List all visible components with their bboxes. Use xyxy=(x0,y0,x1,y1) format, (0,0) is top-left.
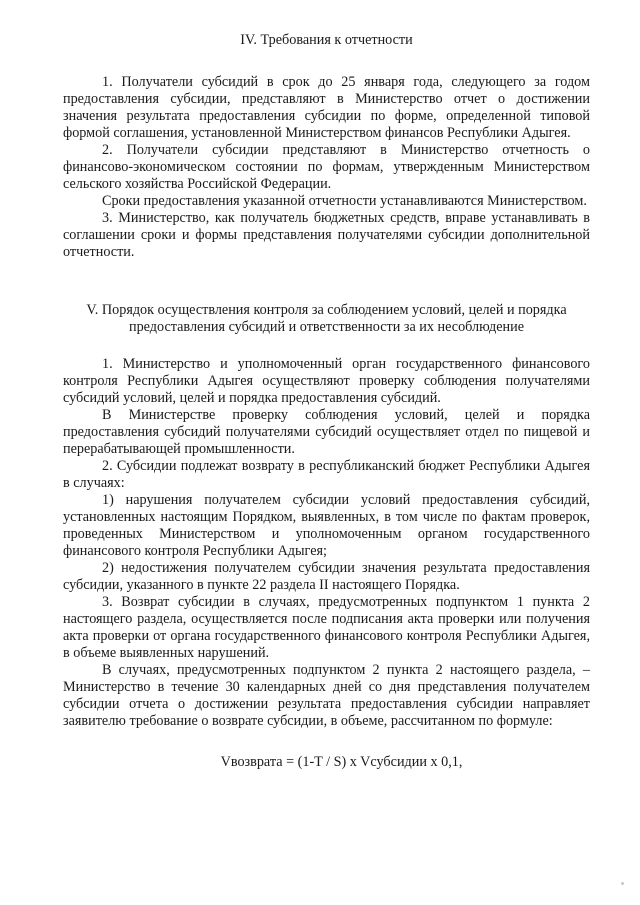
section-4-paragraph-4: 3. Министерство, как получатель бюджетных средств, вправе устанавливать в соглашении сроки и формы представления получателями субсидии дополнительной отчетности. xyxy=(63,210,590,260)
section-5-title-line-1: V. Порядок осуществления контроля за соблюдением условий, целей и порядка xyxy=(86,302,567,318)
section-5-paragraph-6: 3. Возврат субсидии в случаях, предусмотренных подпунктом 1 пункта 2 настоящего раздела, осуществляется после подписания акта проверки или получения акта проверки от органа государственного финансового контроля Республики Адыгея, в объеме выявленных нарушений. xyxy=(63,594,590,661)
section-4-paragraph-3: Сроки предоставления указанной отчетности устанавливаются Министерством. xyxy=(102,193,587,209)
section-5-paragraph-3: 2. Субсидии подлежат возврату в республиканский бюджет Республики Адыгея в случаях: xyxy=(63,458,590,491)
section-5-title-line-2: предоставления субсидий и ответственности за их несоблюдение xyxy=(129,319,524,335)
section-5-paragraph-4: 1) нарушения получателем субсидии условий предоставления субсидий, установленных настоящим Порядком, выявленных, в том числе по фактам проверок, проведенных Министерством и уполномоченным органом государственного финансового контроля Республики Адыгея; xyxy=(63,492,590,559)
section-5-paragraph-7: В случаях, предусмотренных подпунктом 2 пункта 2 настоящего раздела, – Министерство в течение 30 календарных дней со дня представления получателем субсидии отчета о достижении результата предоставления субсидии направляет заявителю требование о возврате субсидии, в объеме, рассчитанном по формуле: xyxy=(63,662,590,729)
section-5-paragraph-5: 2) недостижения получателем субсидии значения результата предоставления субсидии, указанного в пункте 22 раздела II настоящего Порядка. xyxy=(63,560,590,593)
section-5-paragraph-1: 1. Министерство и уполномоченный орган государственного финансового контроля Республики Адыгея осуществляют проверку соблюдения получателями субсидий условий, целей и порядка предоставления субсидий. xyxy=(63,356,590,406)
return-formula: Vвозврата = (1-T / S) x Vсубсидии x 0,1, xyxy=(220,754,463,770)
scan-speck xyxy=(621,882,624,885)
section-4-title: IV. Требования к отчетности xyxy=(240,32,413,48)
section-5-title xyxy=(63,302,590,336)
section-5-paragraph-2: В Министерстве проверку соблюдения условий, целей и порядка предоставления субсидий получателями субсидий осуществляет отдел по пищевой и перерабатывающей промышленности. xyxy=(63,407,590,457)
section-4-paragraph-1: 1. Получатели субсидий в срок до 25 января года, следующего за годом предоставления субсидии, представляют в Министерство отчет о достижении значения результата предоставления субсидии по форме, определенной типовой формой соглашения, установленной Министерством финансов Республики Адыгея. xyxy=(63,74,590,141)
section-4-paragraph-2: 2. Получатели субсидии представляют в Министерство отчетность о финансово-экономическом состоянии по формам, утвержденным Министерством сельского хозяйства Российской Федерации. xyxy=(63,142,590,192)
